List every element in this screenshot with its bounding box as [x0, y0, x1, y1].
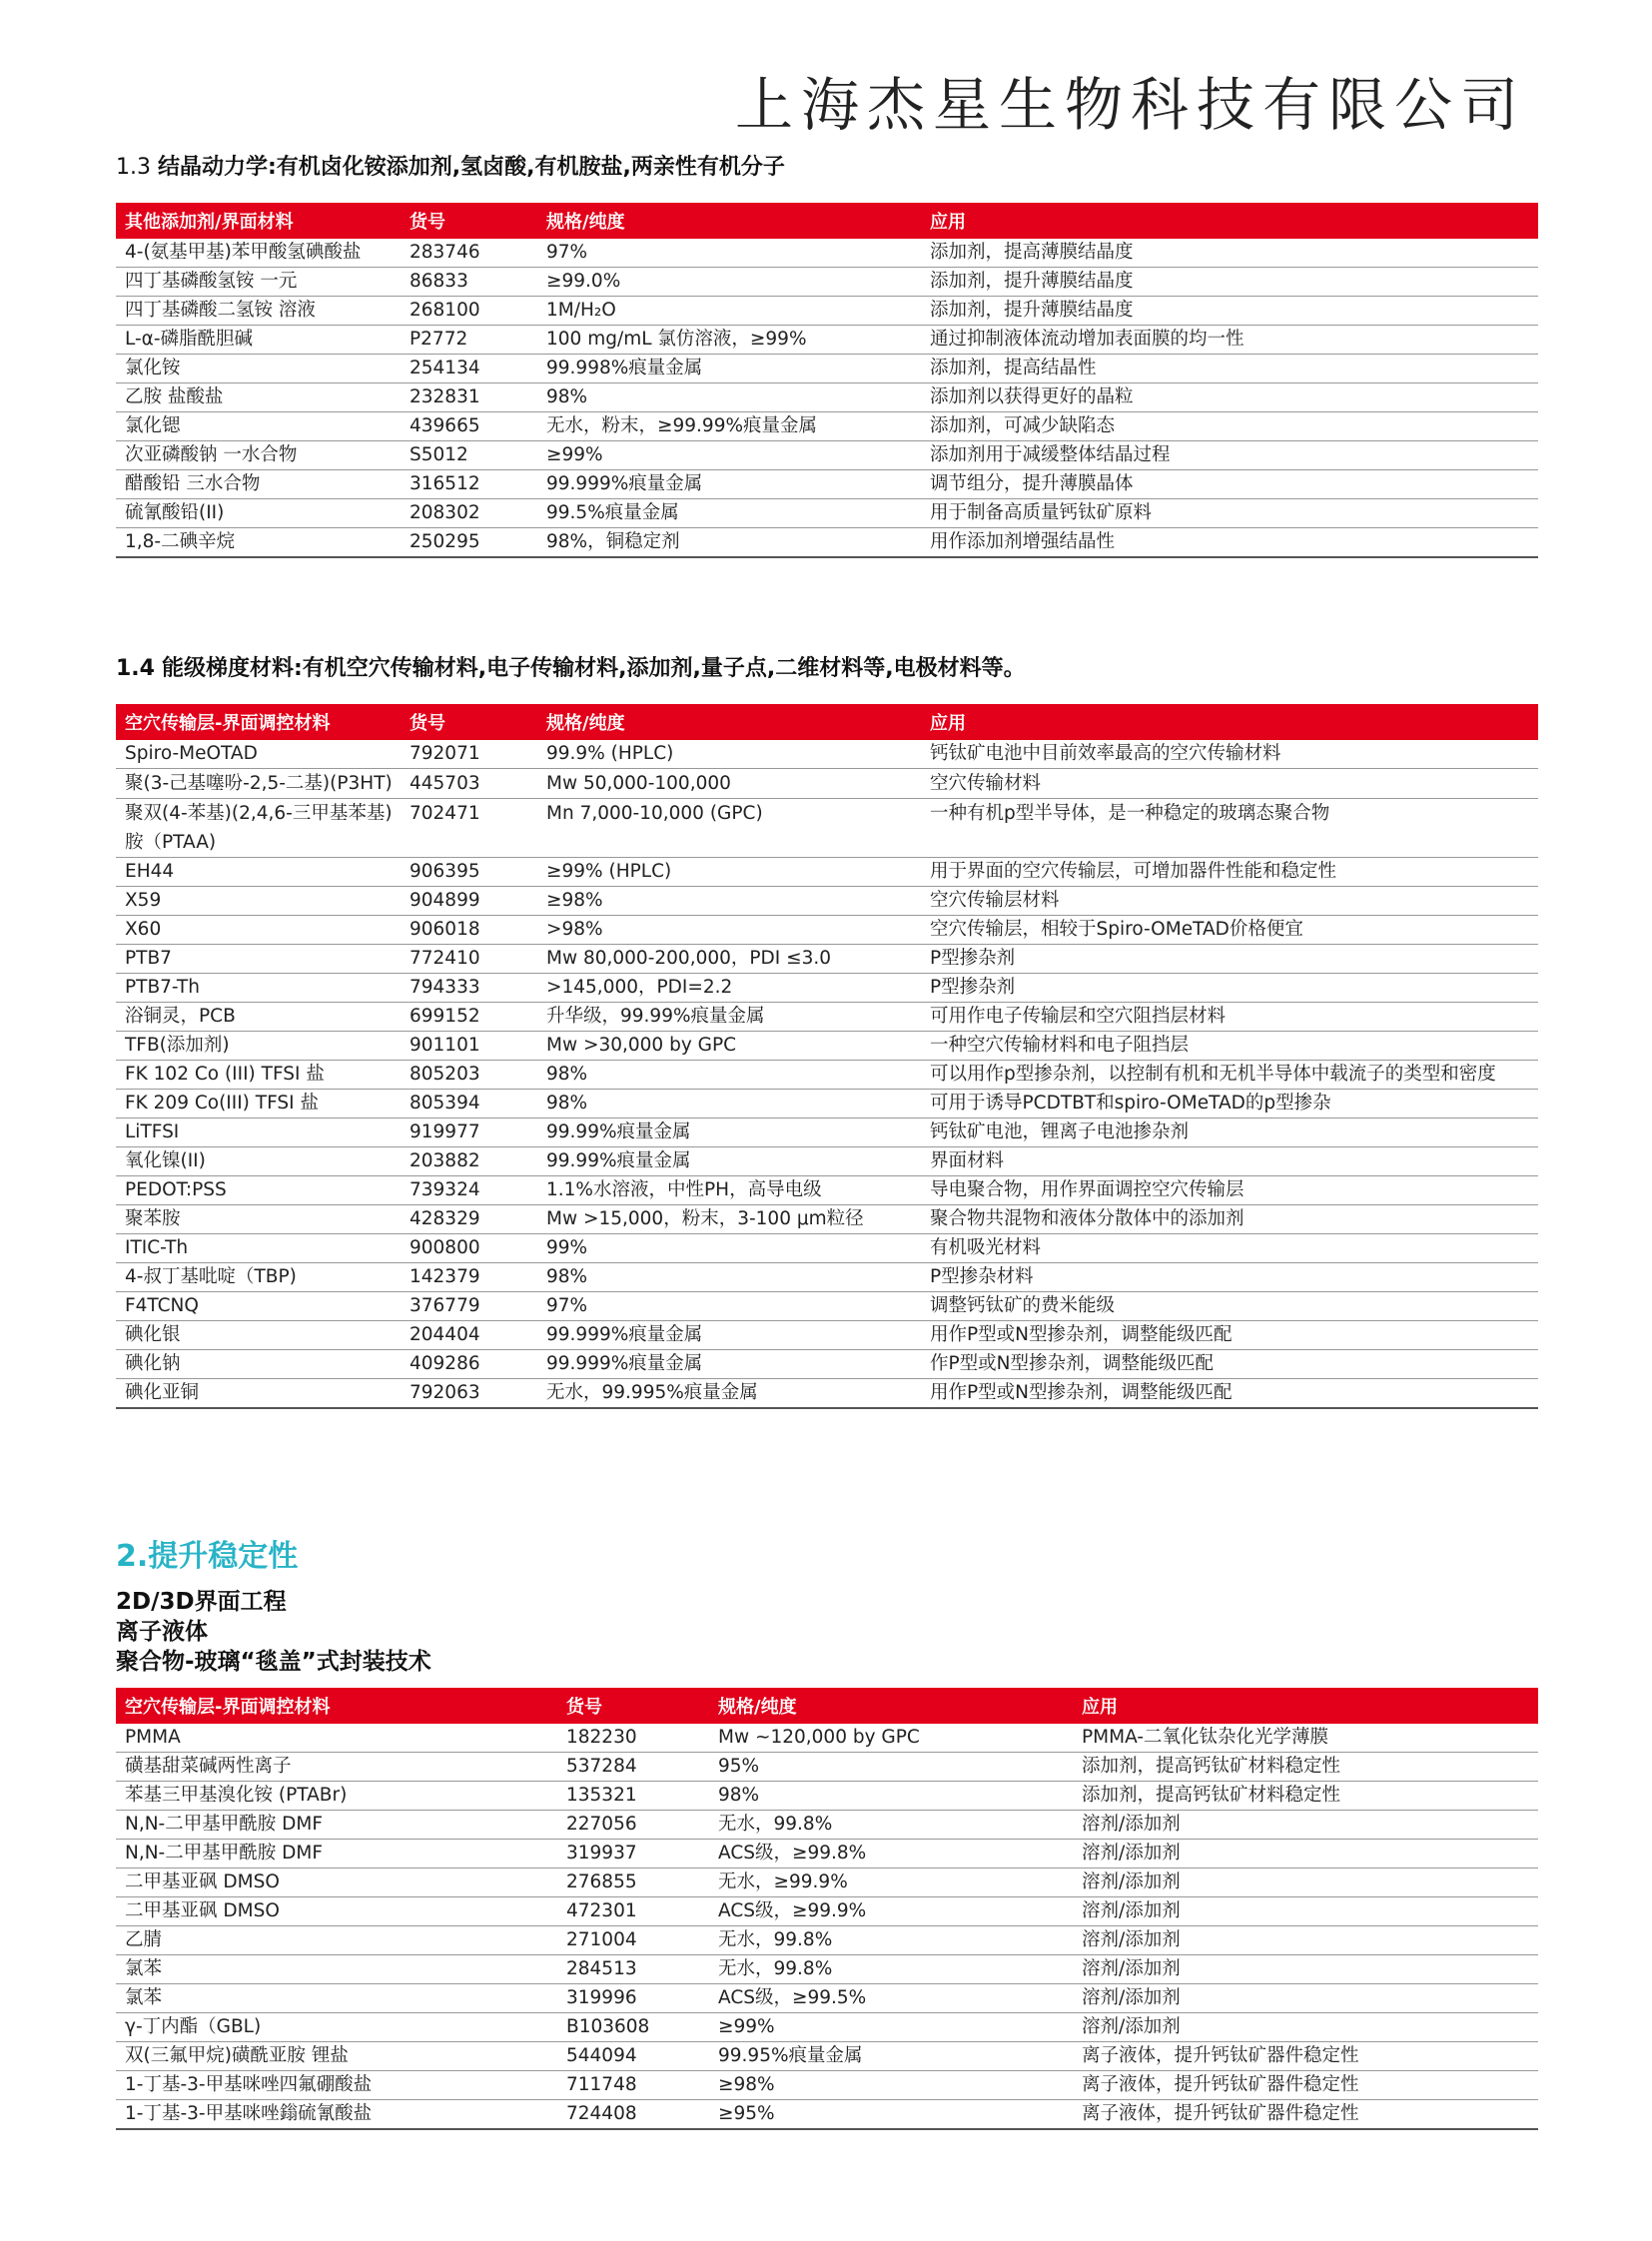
material-name-cell: 乙胺 盐酸盐 — [116, 383, 401, 412]
spec-purity-cell: >145,000，PDI=2.2 — [537, 974, 921, 1003]
stability-subtitle-encapsulation: 聚合物-玻璃“毯盖”式封装技术 — [116, 1649, 431, 1675]
table-row — [116, 1868, 1538, 1897]
spec-purity-cell: 无水，99.8% — [709, 1955, 1073, 1984]
table-row — [116, 1061, 1538, 1090]
spec-purity-cell: Mn 7,000-10,000 (GPC) — [537, 799, 921, 858]
section-number: 1.4 — [116, 656, 155, 681]
application-cell: 导电聚合物，用作界面调控空穴传输层 — [921, 1176, 1538, 1205]
col-header-material: 其他添加剂/界面材料 — [116, 203, 401, 239]
material-name-cell: 磺基甜菜碱两性离子 — [116, 1753, 557, 1782]
table-row — [116, 1379, 1538, 1409]
spec-purity-cell: 98% — [709, 1782, 1073, 1811]
catalog-number-cell: 544094 — [557, 2042, 709, 2071]
spec-purity-cell: 100 mg/mL 氯仿溶液，≥99% — [537, 326, 921, 355]
application-cell: 可用于诱导PCDTBT和spiro-OMeTAD的p型掺杂 — [921, 1090, 1538, 1119]
material-name-cell: 4-(氨基甲基)苯甲酸氢碘酸盐 — [116, 239, 401, 268]
table-row — [116, 1119, 1538, 1147]
spec-purity-cell: 升华级，99.99%痕量金属 — [537, 1003, 921, 1032]
col-header-application: 应用 — [921, 203, 1538, 239]
application-cell: 离子液体，提升钙钛矿器件稳定性 — [1073, 2100, 1538, 2130]
col-header-spec: 规格/纯度 — [537, 704, 921, 740]
table-row — [116, 268, 1538, 297]
material-name-cell: 四丁基磷酸氢铵 一元 — [116, 268, 401, 297]
spec-purity-cell: 无水，99.8% — [709, 1811, 1073, 1840]
catalog-number-cell: 254134 — [401, 355, 537, 383]
material-name-cell: 二甲基亚砜 DMSO — [116, 1868, 557, 1897]
material-name-cell: 苯基三甲基溴化铵 (PTABr) — [116, 1782, 557, 1811]
application-cell: 离子液体，提升钙钛矿器件稳定性 — [1073, 2071, 1538, 2100]
table-row — [116, 887, 1538, 916]
spec-purity-cell: 99% — [537, 1234, 921, 1263]
application-cell: 调节组分，提升薄膜晶体 — [921, 470, 1538, 499]
material-name-cell: 氯化锶 — [116, 412, 401, 441]
table-header-row — [116, 1688, 1538, 1724]
table-row — [116, 2100, 1538, 2130]
application-cell: 用于界面的空穴传输层，可增加器件性能和稳定性 — [921, 858, 1538, 887]
catalog-number-cell: 86833 — [401, 268, 537, 297]
table-row — [116, 1292, 1538, 1321]
application-cell: 钙钛矿电池中目前效率最高的空穴传输材料 — [921, 740, 1538, 769]
spec-purity-cell: ≥98% — [537, 887, 921, 916]
col-header-catalog: 货号 — [401, 704, 537, 740]
application-cell: 添加剂，提升薄膜结晶度 — [921, 297, 1538, 326]
catalog-number-cell: 906395 — [401, 858, 537, 887]
material-name-cell: ITIC-Th — [116, 1234, 401, 1263]
catalog-number-cell: 276855 — [557, 1868, 709, 1897]
catalog-number-cell: 135321 — [557, 1782, 709, 1811]
table-row — [116, 412, 1538, 441]
material-name-cell: 乙腈 — [116, 1926, 557, 1955]
table-row — [116, 769, 1538, 799]
application-cell: 空穴传输层材料 — [921, 887, 1538, 916]
application-cell: 溶剂/添加剂 — [1073, 1926, 1538, 1955]
spec-purity-cell: Mw ~120,000 by GPC — [709, 1724, 1073, 1753]
material-name-cell: 浴铜灵，PCB — [116, 1003, 401, 1032]
table-row — [116, 528, 1538, 558]
table-row — [116, 1090, 1538, 1119]
spec-purity-cell: 99.998%痕量金属 — [537, 355, 921, 383]
catalog-number-cell: 428329 — [401, 1205, 537, 1234]
application-cell: 溶剂/添加剂 — [1073, 1897, 1538, 1926]
table-row — [116, 1753, 1538, 1782]
table-row — [116, 1955, 1538, 1984]
table-hole-transport-materials — [116, 704, 1538, 1409]
application-cell: 一种有机p型半导体，是一种稳定的玻璃态聚合物 — [921, 799, 1538, 858]
table-body — [116, 740, 1538, 1408]
material-name-cell: 次亚磷酸钠 一水合物 — [116, 441, 401, 470]
catalog-number-cell: 919977 — [401, 1119, 537, 1147]
spec-purity-cell: ≥99.0% — [537, 268, 921, 297]
col-header-spec: 规格/纯度 — [537, 203, 921, 239]
application-cell: P型掺杂材料 — [921, 1263, 1538, 1292]
table-header-row — [116, 203, 1538, 239]
catalog-number-cell: 904899 — [401, 887, 537, 916]
catalog-number-cell: 724408 — [557, 2100, 709, 2130]
material-name-cell: 碘化钠 — [116, 1350, 401, 1379]
spec-purity-cell: 98%，铜稳定剂 — [537, 528, 921, 558]
material-name-cell: PMMA — [116, 1724, 557, 1753]
material-name-cell: LiTFSI — [116, 1119, 401, 1147]
application-cell: 聚合物共混物和液体分散体中的添加剂 — [921, 1205, 1538, 1234]
spec-purity-cell: 98% — [537, 1263, 921, 1292]
catalog-number-cell: 699152 — [401, 1003, 537, 1032]
catalog-number-cell: 271004 — [557, 1926, 709, 1955]
table-row — [116, 1147, 1538, 1176]
catalog-number-cell: 142379 — [401, 1263, 537, 1292]
spec-purity-cell: ≥95% — [709, 2100, 1073, 2130]
spec-purity-cell: 98% — [537, 1061, 921, 1090]
catalog-number-cell: 182230 — [557, 1724, 709, 1753]
spec-purity-cell: 95% — [709, 1753, 1073, 1782]
table-row — [116, 1782, 1538, 1811]
application-cell: 用作添加剂增强结晶性 — [921, 528, 1538, 558]
material-name-cell: X60 — [116, 916, 401, 945]
table-row — [116, 1003, 1538, 1032]
material-name-cell: 二甲基亚砜 DMSO — [116, 1897, 557, 1926]
catalog-number-cell: 208302 — [401, 499, 537, 528]
table-row — [116, 441, 1538, 470]
application-cell: 添加剂，提高钙钛矿材料稳定性 — [1073, 1782, 1538, 1811]
spec-purity-cell: Mw >15,000，粉末，3-100 μm粒径 — [537, 1205, 921, 1234]
material-name-cell: FK 102 Co (III) TFSI 盐 — [116, 1061, 401, 1090]
col-header-application: 应用 — [921, 704, 1538, 740]
col-header-spec: 规格/纯度 — [709, 1688, 1073, 1724]
table-row — [116, 1897, 1538, 1926]
material-name-cell: 聚(3-己基噻吩-2,5-二基)(P3HT) — [116, 769, 401, 799]
material-name-cell: 1,8-二碘辛烷 — [116, 528, 401, 558]
catalog-number-cell: 250295 — [401, 528, 537, 558]
material-name-cell: 1-丁基-3-甲基咪唑四氟硼酸盐 — [116, 2071, 557, 2100]
application-cell: 添加剂，提高薄膜结晶度 — [921, 239, 1538, 268]
application-cell: 界面材料 — [921, 1147, 1538, 1176]
spec-purity-cell: 99.99%痕量金属 — [537, 1147, 921, 1176]
col-header-material: 空穴传输层-界面调控材料 — [116, 704, 401, 740]
table-row — [116, 1811, 1538, 1840]
catalog-number-cell: 792063 — [401, 1379, 537, 1409]
application-cell: 钙钛矿电池，锂离子电池掺杂剂 — [921, 1119, 1538, 1147]
material-name-cell: 氯化铵 — [116, 355, 401, 383]
table-row — [116, 470, 1538, 499]
catalog-number-cell: 268100 — [401, 297, 537, 326]
table-row — [116, 2042, 1538, 2071]
section-1-3-heading — [116, 150, 785, 181]
application-cell: 溶剂/添加剂 — [1073, 1984, 1538, 2013]
spec-purity-cell: 99.999%痕量金属 — [537, 1350, 921, 1379]
spec-purity-cell: >98% — [537, 916, 921, 945]
application-cell: 添加剂，提升薄膜结晶度 — [921, 268, 1538, 297]
material-name-cell: 醋酸铅 三水合物 — [116, 470, 401, 499]
catalog-number-cell: 445703 — [401, 769, 537, 799]
application-cell: 作P型或N型掺杂剂，调整能级匹配 — [921, 1350, 1538, 1379]
catalog-number-cell: 319996 — [557, 1984, 709, 2013]
spec-purity-cell: 98% — [537, 1090, 921, 1119]
section-title: 能级梯度材料:有机空穴传输材料,电子传输材料,添加剂,量子点,二维材料等,电极材料等。 — [161, 656, 1026, 681]
application-cell: 空穴传输层，相较于Spiro-OMeTAD价格便宜 — [921, 916, 1538, 945]
material-name-cell: FK 209 Co(III) TFSI 盐 — [116, 1090, 401, 1119]
material-name-cell: 氧化镍(II) — [116, 1147, 401, 1176]
spec-purity-cell: 1.1%水溶液，中性PH，高导电级 — [537, 1176, 921, 1205]
spec-purity-cell: Mw 50,000-100,000 — [537, 769, 921, 799]
material-name-cell: 氯苯 — [116, 1984, 557, 2013]
material-name-cell: 碘化银 — [116, 1321, 401, 1350]
application-cell: 添加剂，提高钙钛矿材料稳定性 — [1073, 1753, 1538, 1782]
application-cell: 用作P型或N型掺杂剂，调整能级匹配 — [921, 1321, 1538, 1350]
table-row — [116, 355, 1538, 383]
material-name-cell: N,N-二甲基甲酰胺 DMF — [116, 1840, 557, 1868]
table-row — [116, 1840, 1538, 1868]
table-row — [116, 2013, 1538, 2042]
table-row — [116, 239, 1538, 268]
application-cell: 添加剂以获得更好的晶粒 — [921, 383, 1538, 412]
spec-purity-cell: Mw >30,000 by GPC — [537, 1032, 921, 1061]
spec-purity-cell: 99.999%痕量金属 — [537, 1321, 921, 1350]
application-cell: 溶剂/添加剂 — [1073, 1840, 1538, 1868]
table-row — [116, 1234, 1538, 1263]
application-cell: 添加剂用于减缓整体结晶过程 — [921, 441, 1538, 470]
material-name-cell: 四丁基磷酸二氢铵 溶液 — [116, 297, 401, 326]
application-cell: 用作P型或N型掺杂剂，调整能级匹配 — [921, 1379, 1538, 1409]
spec-purity-cell: 无水，99.8% — [709, 1926, 1073, 1955]
catalog-number-cell: 472301 — [557, 1897, 709, 1926]
application-cell: 溶剂/添加剂 — [1073, 1811, 1538, 1840]
table-row — [116, 499, 1538, 528]
catalog-number-cell: 794333 — [401, 974, 537, 1003]
table-row — [116, 858, 1538, 887]
table-row — [116, 974, 1538, 1003]
application-cell: 溶剂/添加剂 — [1073, 1868, 1538, 1897]
stability-subtitle-2d3d: 2D/3D界面工程 — [116, 1589, 287, 1615]
table-header-row — [116, 704, 1538, 740]
table-body — [116, 239, 1538, 557]
catalog-number-cell: 711748 — [557, 2071, 709, 2100]
material-name-cell: PEDOT:PSS — [116, 1176, 401, 1205]
application-cell: 一种空穴传输材料和电子阻挡层 — [921, 1032, 1538, 1061]
stability-section-title: 2.提升稳定性 — [116, 1539, 299, 1574]
spec-purity-cell: 99.999%痕量金属 — [537, 470, 921, 499]
material-name-cell: 硫氰酸铅(II) — [116, 499, 401, 528]
spec-purity-cell: 99.9% (HPLC) — [537, 740, 921, 769]
catalog-number-cell: 376779 — [401, 1292, 537, 1321]
material-name-cell: 聚苯胺 — [116, 1205, 401, 1234]
application-cell: 有机吸光材料 — [921, 1234, 1538, 1263]
spec-purity-cell: 97% — [537, 239, 921, 268]
catalog-number-cell: 900800 — [401, 1234, 537, 1263]
application-cell: 可用作电子传输层和空穴阻挡层材料 — [921, 1003, 1538, 1032]
catalog-number-cell: 906018 — [401, 916, 537, 945]
spec-purity-cell: ≥99% (HPLC) — [537, 858, 921, 887]
application-cell: 添加剂，提高结晶性 — [921, 355, 1538, 383]
spec-purity-cell: ≥99% — [709, 2013, 1073, 2042]
table-row — [116, 1263, 1538, 1292]
catalog-number-cell: 316512 — [401, 470, 537, 499]
col-header-catalog: 货号 — [557, 1688, 709, 1724]
spec-purity-cell: ACS级，≥99.5% — [709, 1984, 1073, 2013]
spec-purity-cell: Mw 80,000-200,000，PDI ≤3.0 — [537, 945, 921, 974]
table-row — [116, 1321, 1538, 1350]
material-name-cell: TFB(添加剂) — [116, 1032, 401, 1061]
catalog-number-cell: 232831 — [401, 383, 537, 412]
application-cell: 通过抑制液体流动增加表面膜的均一性 — [921, 326, 1538, 355]
application-cell: 用于制备高质量钙钛矿原料 — [921, 499, 1538, 528]
table-row — [116, 297, 1538, 326]
spec-purity-cell: 无水，99.995%痕量金属 — [537, 1379, 921, 1409]
table-stability-materials — [116, 1688, 1538, 2130]
spec-purity-cell: ≥99% — [537, 441, 921, 470]
col-header-catalog: 货号 — [401, 203, 537, 239]
material-name-cell: PTB7-Th — [116, 974, 401, 1003]
material-name-cell: Spiro-MeOTAD — [116, 740, 401, 769]
table-row — [116, 2071, 1538, 2100]
application-cell: PMMA-二氧化钛杂化光学薄膜 — [1073, 1724, 1538, 1753]
table-row — [116, 1724, 1538, 1753]
col-header-material: 空穴传输层-界面调控材料 — [116, 1688, 557, 1724]
material-name-cell: PTB7 — [116, 945, 401, 974]
catalog-number-cell: 901101 — [401, 1032, 537, 1061]
catalog-number-cell: 409286 — [401, 1350, 537, 1379]
section-1-4-heading — [116, 651, 1026, 682]
catalog-number-cell: 319937 — [557, 1840, 709, 1868]
section-title: 结晶动力学:有机卤化铵添加剂,氢卤酸,有机胺盐,两亲性有机分子 — [158, 155, 785, 180]
spec-purity-cell: ≥98% — [709, 2071, 1073, 2100]
application-cell: P型掺杂剂 — [921, 974, 1538, 1003]
material-name-cell: F4TCNQ — [116, 1292, 401, 1321]
application-cell: 可以用作p型掺杂剂，以控制有机和无机半导体中载流子的类型和密度 — [921, 1061, 1538, 1090]
table-crystallization-additives — [116, 203, 1538, 558]
catalog-number-cell: 805203 — [401, 1061, 537, 1090]
catalog-number-cell: 772410 — [401, 945, 537, 974]
application-cell: 调整钙钛矿的费米能级 — [921, 1292, 1538, 1321]
application-cell: 溶剂/添加剂 — [1073, 1955, 1538, 1984]
application-cell: 添加剂，可减少缺陷态 — [921, 412, 1538, 441]
catalog-number-cell: 537284 — [557, 1753, 709, 1782]
material-name-cell: 1-丁基-3-甲基咪唑鎓硫氰酸盐 — [116, 2100, 557, 2130]
catalog-number-cell: 203882 — [401, 1147, 537, 1176]
spec-purity-cell: 无水，≥99.9% — [709, 1868, 1073, 1897]
table-row — [116, 1176, 1538, 1205]
catalog-number-cell: 739324 — [401, 1176, 537, 1205]
spec-purity-cell: ACS级，≥99.8% — [709, 1840, 1073, 1868]
table-row — [116, 916, 1538, 945]
table-row — [116, 799, 1538, 858]
application-cell: P型掺杂剂 — [921, 945, 1538, 974]
catalog-number-cell: 439665 — [401, 412, 537, 441]
catalog-number-cell: 204404 — [401, 1321, 537, 1350]
catalog-number-cell: S5012 — [401, 441, 537, 470]
spec-purity-cell: ACS级，≥99.9% — [709, 1897, 1073, 1926]
material-name-cell: 4-叔丁基吡啶（TBP) — [116, 1263, 401, 1292]
material-name-cell: 碘化亚铜 — [116, 1379, 401, 1409]
table-row — [116, 383, 1538, 412]
spec-purity-cell: 98% — [537, 383, 921, 412]
table-row — [116, 945, 1538, 974]
table-body — [116, 1724, 1538, 2129]
company-name: 上海杰星生物科技有限公司 — [734, 71, 1526, 139]
catalog-number-cell: 792071 — [401, 740, 537, 769]
catalog-number-cell: 805394 — [401, 1090, 537, 1119]
spec-purity-cell: 99.5%痕量金属 — [537, 499, 921, 528]
application-cell: 溶剂/添加剂 — [1073, 2013, 1538, 2042]
spec-purity-cell: 97% — [537, 1292, 921, 1321]
table-row — [116, 1984, 1538, 2013]
material-name-cell: 聚双(4-苯基)(2,4,6-三甲基苯基)胺（PTAA) — [116, 799, 401, 858]
catalog-number-cell: B103608 — [557, 2013, 709, 2042]
table-row — [116, 740, 1538, 769]
spec-purity-cell: 1M/H₂O — [537, 297, 921, 326]
spec-purity-cell: 99.99%痕量金属 — [537, 1119, 921, 1147]
material-name-cell: 双(三氟甲烷)磺酰亚胺 锂盐 — [116, 2042, 557, 2071]
table-row — [116, 1926, 1538, 1955]
col-header-application: 应用 — [1073, 1688, 1538, 1724]
material-name-cell: X59 — [116, 887, 401, 916]
catalog-number-cell: 283746 — [401, 239, 537, 268]
table-row — [116, 326, 1538, 355]
table-row — [116, 1205, 1538, 1234]
material-name-cell: N,N-二甲基甲酰胺 DMF — [116, 1811, 557, 1840]
application-cell: 离子液体，提升钙钛矿器件稳定性 — [1073, 2042, 1538, 2071]
section-number: 1.3 — [116, 155, 151, 180]
spec-purity-cell: 99.95%痕量金属 — [709, 2042, 1073, 2071]
stability-subtitle-ionic-liquid: 离子液体 — [116, 1619, 208, 1645]
catalog-number-cell: P2772 — [401, 326, 537, 355]
catalog-number-cell: 227056 — [557, 1811, 709, 1840]
material-name-cell: EH44 — [116, 858, 401, 887]
material-name-cell: 氯苯 — [116, 1955, 557, 1984]
table-row — [116, 1350, 1538, 1379]
catalog-number-cell: 284513 — [557, 1955, 709, 1984]
material-name-cell: γ-丁内酯（GBL) — [116, 2013, 557, 2042]
material-name-cell: L-α-磷脂酰胆碱 — [116, 326, 401, 355]
application-cell: 空穴传输材料 — [921, 769, 1538, 799]
table-row — [116, 1032, 1538, 1061]
spec-purity-cell: 无水，粉末，≥99.99%痕量金属 — [537, 412, 921, 441]
catalog-number-cell: 702471 — [401, 799, 537, 858]
